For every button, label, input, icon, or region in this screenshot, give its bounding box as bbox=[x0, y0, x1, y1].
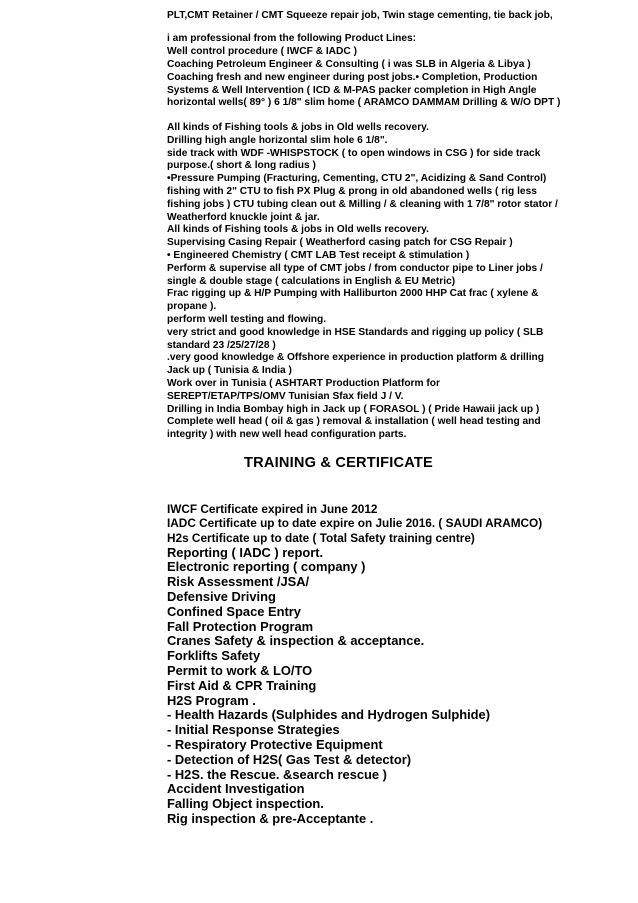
services-line: SEREPT/ETAP/TPS/OMV Tunisian Sfax field J / V. bbox=[167, 390, 404, 402]
services-line: fishing jobs ) CTU tubing clean out & Milling / & cleaning with 1 7/8" rotor stator / bbox=[167, 198, 558, 210]
experience-line: Coaching Petroleum Engineer & Consulting ( i was SLB in Algeria & Libya ) bbox=[167, 58, 531, 70]
training-item: Risk Assessment /JSA/ bbox=[167, 574, 310, 590]
training-item: - Initial Response Strategies bbox=[167, 722, 340, 738]
services-line: Drilling in India Bombay high in Jack up ( FORASOL ) ( Pride Hawaii jack up ) bbox=[167, 403, 540, 415]
services-line: Complete well head ( oil & gas ) removal & installation ( well head testing and bbox=[167, 416, 541, 428]
services-line: .very good knowledge & Offshore experience in production platform & drilling bbox=[167, 352, 544, 364]
resume-page bbox=[167, 10, 587, 827]
services-line: All kinds of Fishing tools & jobs in Old wells recovery. bbox=[167, 121, 429, 133]
certificate-line: IADC Certificate up to date expire on Julie 2016. ( SAUDI ARAMCO) bbox=[167, 516, 543, 531]
training-item: Confined Space Entry bbox=[167, 603, 301, 619]
services-line: very strict and good knowledge in HSE Standards and rigging up policy ( SLB bbox=[167, 326, 544, 338]
training-item: Accident Investigation bbox=[167, 781, 305, 797]
services-line: propane ). bbox=[167, 301, 217, 313]
training-item: - Respiratory Protective Equipment bbox=[167, 737, 383, 753]
training-list bbox=[167, 546, 587, 827]
certificate-line: IWCF Certificate expired in June 2012 bbox=[167, 501, 378, 516]
training-item: Fall Protection Program bbox=[167, 618, 314, 634]
services-line: Jack up ( Tunisia & India ) bbox=[167, 365, 292, 377]
services-line: Perform & supervise all type of CMT jobs / from conductor pipe to Liner jobs / bbox=[167, 262, 543, 274]
experience-block bbox=[167, 33, 587, 110]
training-item: - Detection of H2S( Gas Test & detector) bbox=[167, 751, 412, 767]
certificate-line: H2s Certificate up to date ( Total Safety training centre) bbox=[167, 531, 475, 546]
services-line: fishing with 2" CTU to fish PX Plug & prong in old abandoned wells ( rig less bbox=[167, 185, 537, 197]
training-item: H2S Program . bbox=[167, 692, 256, 708]
training-item: Permit to work & LO/TO bbox=[167, 663, 313, 679]
training-item: Reporting ( IADC ) report. bbox=[167, 544, 324, 560]
services-line: •Pressure Pumping (Fracturing, Cementing, CTU 2", Acidizing & Sand Control) bbox=[167, 173, 547, 185]
experience-line: horizontal wells( 89° ) 6 1/8" slim home ( ARAMCO DAMMAM Drilling & W/O DPT ) bbox=[167, 97, 561, 109]
training-item: - Health Hazards (Sulphides and Hydrogen Sulphide) bbox=[167, 707, 491, 723]
services-line: perform well testing and flowing. bbox=[167, 313, 327, 325]
services-line: All kinds of Fishing tools & jobs in Old wells recovery. bbox=[167, 224, 429, 236]
training-item: Rig inspection & pre-Acceptante . bbox=[167, 811, 374, 827]
services-line: Frac rigging up & H/P Pumping with Halliburton 2000 HHP Cat frac ( xylene & bbox=[167, 288, 539, 300]
services-line: • Engineered Chemistry ( CMT LAB Test receipt & stimulation ) bbox=[167, 249, 470, 261]
training-item: Electronic reporting ( company ) bbox=[167, 559, 366, 575]
services-line: side track with WDF -WHISPSTOCK ( to open windows in CSG ) for side track bbox=[167, 147, 541, 159]
services-block bbox=[167, 122, 587, 442]
services-line: standard 23 /25/27/28 ) bbox=[167, 339, 276, 351]
experience-line: Well control procedure ( IWCF & IADC ) bbox=[167, 46, 357, 58]
services-line: Work over in Tunisia ( ASHTART Production Platform for bbox=[167, 377, 440, 389]
top-line: PLT,CMT Retainer / CMT Squeeze repair job, Twin stage cementing, tie back job, bbox=[167, 10, 553, 21]
services-line: Weatherford knuckle joint & jar. bbox=[167, 211, 320, 223]
training-item: - H2S. the Rescue. &search rescue ) bbox=[167, 766, 387, 782]
training-item: Cranes Safety & inspection & acceptance. bbox=[167, 633, 425, 649]
training-item: Falling Object inspection. bbox=[167, 796, 324, 812]
section-heading: TRAINING & CERTIFICATE bbox=[244, 454, 433, 471]
training-item: First Aid & CPR Training bbox=[167, 677, 317, 693]
certificates-block bbox=[167, 502, 587, 546]
training-item: Defensive Driving bbox=[167, 589, 276, 605]
services-line: integrity ) with new well head configuration parts. bbox=[167, 429, 407, 441]
services-line: Drilling high angle horizontal slim hole 6 1/8". bbox=[167, 134, 388, 146]
services-line: single & double stage ( calculations in English & EU Metric) bbox=[167, 275, 456, 287]
experience-line: i am professional from the following Product Lines: bbox=[167, 33, 417, 45]
services-line: Supervising Casing Repair ( Weatherford casing patch for CSG Repair ) bbox=[167, 237, 513, 249]
services-line: purpose.( short & long radius ) bbox=[167, 160, 316, 172]
training-item: Forklifts Safety bbox=[167, 648, 261, 664]
experience-line: Coaching fresh and new engineer during post jobs.• Completion, Production bbox=[167, 71, 538, 83]
experience-line: Systems & Well Intervention ( ICD & M-PAS packer completion in High Angle bbox=[167, 84, 537, 96]
